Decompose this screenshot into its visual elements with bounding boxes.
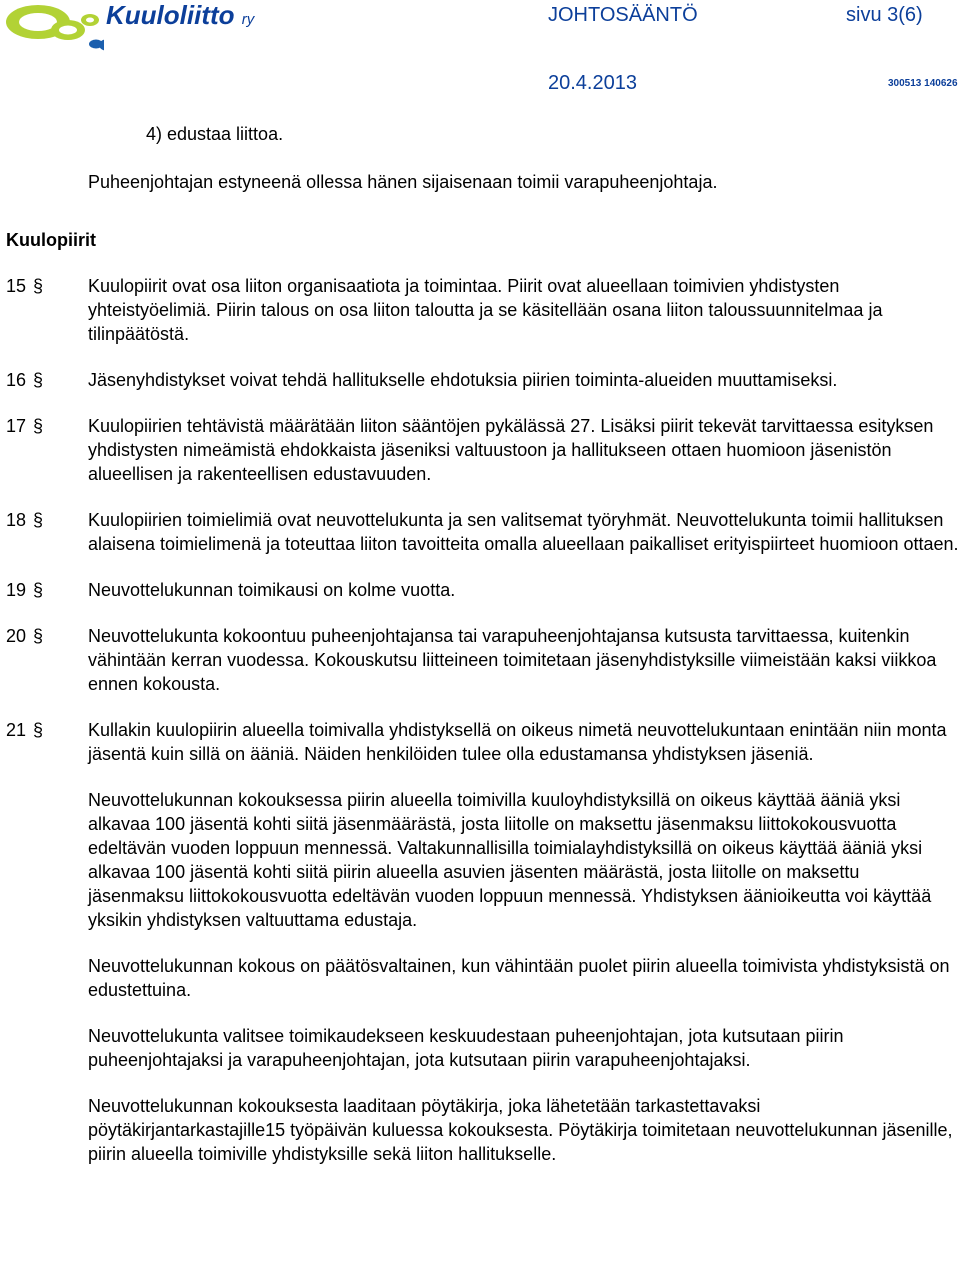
section-symbol: § (33, 720, 44, 740)
section-symbol: § (33, 416, 44, 436)
section-text: Neuvottelukunnan toimikausi on kolme vuotta. (88, 580, 456, 600)
section-21-paragraph: Neuvottelukunta valitsee toimikaudekseen keskuudestaan puheenjohtajan, jota kutsutaan piirin puheenjohtajaksi ja varapuheenjohtajan, jota kutsutaan piirin varapuheenjohtajaksi. (88, 1026, 844, 1070)
section-number: 21 (6, 720, 27, 740)
section-symbol: § (33, 276, 44, 296)
section-symbol: § (33, 510, 44, 530)
section-number: 19 (6, 580, 27, 600)
section-21-paragraph: Neuvottelukunnan kokouksesta laaditaan pöytäkirja, joka lähetetään tarkastettavaksi pöytäkirjantarkastajille15 työpäivän kuluessa kokouksesta. Pöytäkirja toimitetaan neuvottelukunnan jäsenille, piirin alueella toimiville yhdistyksille sekä liiton hallitukselle. (88, 1096, 953, 1164)
brand-name (106, 1, 254, 34)
chair-paragraph: Puheenjohtajan estyneenä ollessa hänen sijaisenaan toimii varapuheenjohtaja. (88, 172, 718, 192)
brand-name-text: Kuuloliitto (106, 0, 235, 30)
section-number: 17 (6, 416, 27, 436)
kuuloliitto-logo-icon (4, 2, 104, 58)
document-body (0, 122, 960, 1166)
document-title: JOHTOSÄÄNTÖ (548, 4, 698, 26)
section-number: 18 (6, 510, 27, 530)
page-header (0, 0, 960, 100)
page-number: sivu 3(6) (846, 4, 923, 26)
section-text: Neuvottelukunta kokoontuu puheenjohtajansa tai varapuheenjohtajansa kutsusta tarvittaessa, kuitenkin vähintään kerran vuodessa. Kokouskutsu liitteineen toimitetaan jäsenyhdistyksille viimeistään kaksi viikkoa ennen kokousta. (88, 626, 937, 694)
brand-suffix: ry (241, 11, 255, 28)
list-item-4: 4) edustaa liittoa. (146, 124, 284, 144)
section-19 (0, 578, 960, 602)
section-number: 15 (6, 276, 27, 296)
section-15 (0, 274, 960, 346)
section-number: 20 (6, 626, 27, 646)
section-symbol: § (33, 626, 44, 646)
section-text: Jäsenyhdistykset voivat tehdä hallitukselle ehdotuksia piirien toiminta-alueiden muuttamiseksi. (88, 370, 838, 390)
section-21-paragraph: Neuvottelukunnan kokous on päätösvaltainen, kun vähintään puolet piirin alueella toimivista yhdistyksistä on edustettuina. (88, 956, 950, 1000)
document-code: 300513 140626 (888, 78, 958, 89)
section-number: 16 (6, 370, 27, 390)
section-20 (0, 624, 960, 696)
section-text: Kullakin kuulopiirin alueella toimivalla yhdistyksellä on oikeus nimetä neuvottelukuntaan enintään niin monta jäsentä kuin sillä on ääniä. Näiden henkilöiden tulee olla edustamansa yhdistyksen jäseniä. (88, 720, 947, 764)
section-text: Kuulopiirien tehtävistä määrätään liiton sääntöjen pykälässä 27. Lisäksi piirit tekevät tarvittaessa esityksen yhdistysten nimeämistä ehdokkaista jäseniksi valtuustoon ja hallitukseen ottaen huomioon jäsenistön alueellisen ja rakenteellisen edustavuuden. (88, 416, 934, 484)
section-symbol: § (33, 370, 44, 390)
section-16 (0, 368, 960, 392)
section-text: Kuulopiirit ovat osa liiton organisaatiota ja toimintaa. Piirit ovat alueellaan toimivien yhdistysten yhteistyöelimiä. Piirin talous on osa liiton taloutta ja se käsitellään osana liiton taloussuunnitelmaa ja tilinpäätöstä. (88, 276, 883, 344)
section-text: Kuulopiirien toimielimiä ovat neuvottelukunta ja sen valitsemat työryhmät. Neuvottelukunta toimii hallituksen alaisena toimielimenä ja toteuttaa liiton tavoitteita omalla alueellaan paikalliset erityispiirteet huomioon ottaen. (88, 510, 959, 554)
section-17 (0, 414, 960, 486)
section-18 (0, 508, 960, 556)
section-heading: Kuulopiirit (6, 230, 96, 250)
section-21-paragraph: Neuvottelukunnan kokouksessa piirin alueella toimivilla kuuloyhdistyksillä on oikeus käyttää ääniä yksi alkavaa 100 jäsentä kohti siitä jäsenmäärästä, josta liitolle on maksettu jäsenmaksu liittokokousvuotta edeltävän vuoden loppuun mennessä. Valtakunnallisilla toimialayhdistyksillä on oikeus käyttää ääniä yksi alkavaa 100 jäsentä kohti siitä piirin alueella asuvien jäsenten määrästä, josta liitolle on maksettu jäsenmaksu liittokokousvuotta edeltävän vuoden loppuun mennessä. Yhdistyksen äänioikeutta voi käyttää yksikin yhdistyksen valtuuttama edustaja. (88, 790, 932, 930)
section-symbol: § (33, 580, 44, 600)
document-date: 20.4.2013 (548, 72, 637, 94)
section-21 (0, 718, 960, 766)
